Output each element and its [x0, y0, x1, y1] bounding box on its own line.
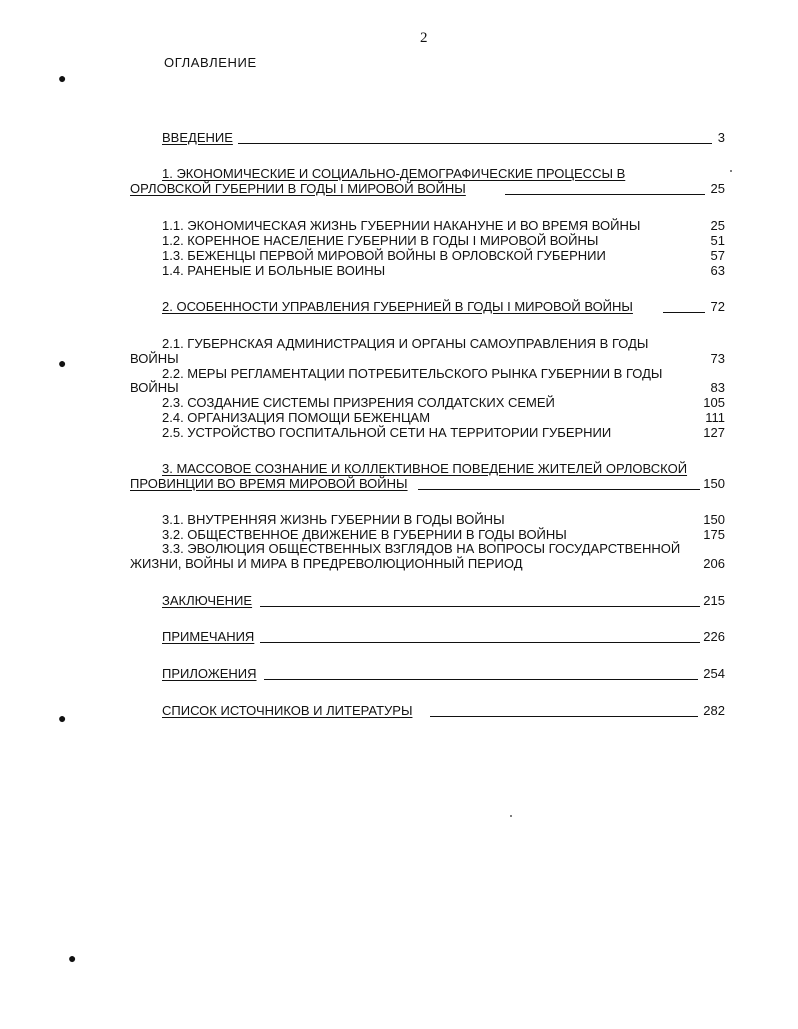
toc-entry-page: 63	[710, 263, 725, 278]
toc-ch1-title: 1. ЭКОНОМИЧЕСКИЕ И СОЦИАЛЬНО-ДЕМОГРАФИЧЕСКИЕ ПРОЦЕССЫ В	[162, 166, 626, 181]
toc-entry: 2.1. ГУБЕРНСКАЯ АДМИНИСТРАЦИЯ И ОРГАНЫ САМОУПРАВЛЕНИЯ В ГОДЫ	[162, 336, 649, 351]
toc-conclusion-label: ЗАКЛЮЧЕНИЕ	[162, 593, 253, 608]
toc-ch3-page: 150	[703, 476, 725, 491]
toc-entry: 2.5. УСТРОЙСТВО ГОСПИТАЛЬНОЙ СЕТИ НА ТЕРРИТОРИИ ГУБЕРНИИ	[162, 425, 612, 440]
toc-entry-page: 127	[703, 425, 725, 440]
toc-title: ОГЛАВЛЕНИЕ	[164, 55, 257, 70]
leader-line	[260, 642, 700, 643]
toc-entry-page: 25	[710, 218, 725, 233]
toc-ch3-title-cont: ПРОВИНЦИИ ВО ВРЕМЯ МИРОВОЙ ВОЙНЫ	[130, 476, 408, 491]
toc-sources-label: СПИСОК ИСТОЧНИКОВ И ЛИТЕРАТУРЫ	[162, 703, 413, 718]
toc-entry-cont: ВОЙНЫ	[130, 351, 179, 366]
toc-entry: 1.1. ЭКОНОМИЧЕСКАЯ ЖИЗНЬ ГУБЕРНИИ НАКАНУНЕ И ВО ВРЕМЯ ВОЙНЫ	[162, 218, 641, 233]
leader-line	[260, 606, 700, 607]
scan-mark-icon: ●	[68, 950, 77, 966]
leader-line	[430, 716, 698, 717]
toc-entry-page: 150	[703, 512, 725, 527]
toc-intro-label: ВВЕДЕНИЕ	[162, 130, 233, 145]
leader-line	[264, 679, 698, 680]
toc-entry: 2.4. ОРГАНИЗАЦИЯ ПОМОЩИ БЕЖЕНЦАМ	[162, 410, 431, 425]
toc-entry-page: 105	[703, 395, 725, 410]
toc-appendices-page: 254	[703, 666, 725, 681]
leader-line	[505, 194, 705, 195]
toc-entry: 2.2. МЕРЫ РЕГЛАМЕНТАЦИИ ПОТРЕБИТЕЛЬСКОГО РЫНКА ГУБЕРНИИ В ГОДЫ	[162, 366, 663, 381]
toc-sources-page: 282	[703, 703, 725, 718]
scan-mark-icon: ●	[58, 710, 67, 726]
toc-entry-cont: ВОЙНЫ	[130, 380, 179, 395]
scan-speck	[510, 815, 512, 817]
toc-entry-cont: ЖИЗНИ, ВОЙНЫ И МИРА В ПРЕДРЕВОЛЮЦИОННЫЙ ПЕРИОД	[130, 556, 523, 571]
scan-speck	[730, 170, 732, 172]
toc-entry: 3.1. ВНУТРЕННЯЯ ЖИЗНЬ ГУБЕРНИИ В ГОДЫ ВОЙНЫ	[162, 512, 505, 527]
leader-line	[418, 489, 700, 490]
scan-mark-icon: ●	[58, 355, 67, 371]
toc-ch1-title-cont: ОРЛОВСКОЙ ГУБЕРНИИ В ГОДЫ I МИРОВОЙ ВОЙНЫ	[130, 181, 466, 196]
toc-entry-page: 51	[710, 233, 725, 248]
toc-entry: 1.3. БЕЖЕНЦЫ ПЕРВОЙ МИРОВОЙ ВОЙНЫ В ОРЛОВСКОЙ ГУБЕРНИИ	[162, 248, 606, 263]
scan-mark-icon: ●	[58, 70, 67, 86]
toc-ch1-page: 25	[710, 181, 725, 196]
toc-entry-page: 57	[710, 248, 725, 263]
toc-entry-page: 175	[703, 527, 725, 542]
toc-entry: 1.4. РАНЕНЫЕ И БОЛЬНЫЕ ВОИНЫ	[162, 263, 386, 278]
toc-notes-label: ПРИМЕЧАНИЯ	[162, 629, 255, 644]
toc-entry-page: 73	[710, 351, 725, 366]
toc-entry-page: 83	[710, 380, 725, 395]
toc-ch2-title: 2. ОСОБЕННОСТИ УПРАВЛЕНИЯ ГУБЕРНИЕЙ В ГОДЫ I МИРОВОЙ ВОЙНЫ	[162, 299, 633, 314]
toc-entry: 2.3. СОЗДАНИЕ СИСТЕМЫ ПРИЗРЕНИЯ СОЛДАТСКИХ СЕМЕЙ	[162, 395, 555, 410]
toc-appendices-label: ПРИЛОЖЕНИЯ	[162, 666, 257, 681]
toc-intro-page: 3	[717, 130, 725, 145]
toc-entry-page: 111	[705, 410, 725, 425]
toc-conclusion-page: 215	[703, 593, 725, 608]
toc-ch2-page: 72	[710, 299, 725, 314]
toc-entry-page: 206	[703, 556, 725, 571]
toc-ch3-title: 3. МАССОВОЕ СОЗНАНИЕ И КОЛЛЕКТИВНОЕ ПОВЕДЕНИЕ ЖИТЕЛЕЙ ОРЛОВСКОЙ	[162, 461, 688, 476]
toc-entry: 3.2. ОБЩЕСТВЕННОЕ ДВИЖЕНИЕ В ГУБЕРНИИ В ГОДЫ ВОЙНЫ	[162, 527, 567, 542]
toc-entry: 3.3. ЭВОЛЮЦИЯ ОБЩЕСТВЕННЫХ ВЗГЛЯДОВ НА ВОПРОСЫ ГОСУДАРСТВЕННОЙ	[162, 541, 681, 556]
page-number: 2	[420, 30, 428, 46]
toc-notes-page: 226	[703, 629, 725, 644]
leader-line	[238, 143, 712, 144]
toc-entry: 1.2. КОРЕННОЕ НАСЕЛЕНИЕ ГУБЕРНИИ В ГОДЫ I МИРОВОЙ ВОЙНЫ	[162, 233, 599, 248]
